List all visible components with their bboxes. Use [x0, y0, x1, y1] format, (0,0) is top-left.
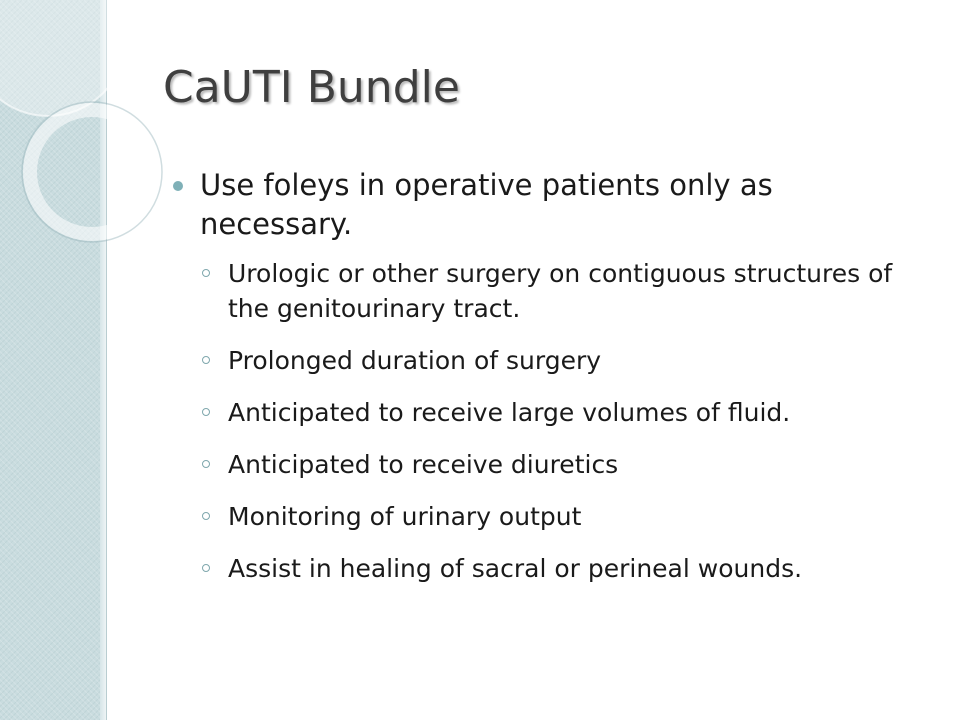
decorative-ring-outline — [22, 102, 162, 242]
sub-bullet-item — [173, 551, 933, 586]
sub-bullet-item — [173, 343, 933, 378]
bullet-dot-icon — [173, 181, 183, 191]
decorative-circles — [0, 0, 200, 260]
decorative-circle-large — [0, 0, 126, 116]
ring-bullet-icon — [202, 269, 210, 277]
slide-title: CaUTI Bundle — [163, 62, 460, 113]
sub-bullet-text: Anticipated to receive large volumes of fluid. — [228, 398, 791, 427]
main-bullet-text: Use foleys in operative patients only as necessary. — [200, 168, 773, 241]
slide-content — [173, 166, 933, 603]
ring-bullet-icon — [202, 512, 210, 520]
sub-bullet-text: Urologic or other surgery on contiguous structures of the genitourinary tract. — [228, 259, 893, 323]
decorative-ring — [30, 110, 154, 234]
sub-bullet-text: Anticipated to receive diuretics — [228, 450, 619, 479]
ring-bullet-icon — [202, 460, 210, 468]
sub-bullet-item — [173, 256, 933, 326]
ring-bullet-icon — [202, 356, 210, 364]
ring-bullet-icon — [202, 564, 210, 572]
sub-bullet-text: Assist in healing of sacral or perineal wounds. — [228, 554, 803, 583]
sub-bullet-text: Prolonged duration of surgery — [228, 346, 602, 375]
sub-bullet-list — [173, 256, 933, 586]
main-bullet — [173, 166, 933, 244]
sub-bullet-item — [173, 447, 933, 482]
sub-bullet-item — [173, 499, 933, 534]
ring-bullet-icon — [202, 408, 210, 416]
sub-bullet-item — [173, 395, 933, 430]
sub-bullet-text: Monitoring of urinary output — [228, 502, 582, 531]
